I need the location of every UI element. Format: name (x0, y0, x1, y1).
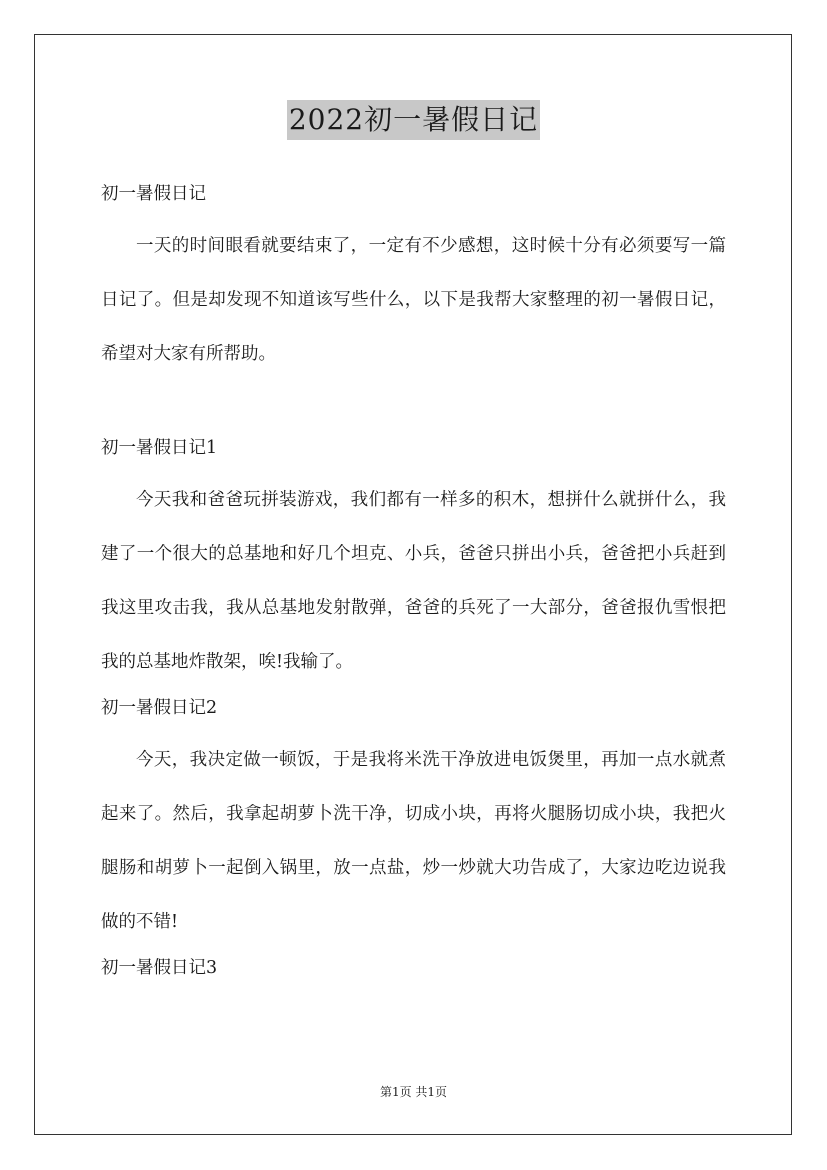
document-title: 2022初一暑假日记 (287, 100, 540, 140)
title-container (0, 100, 827, 140)
entry-1-paragraph: 今天我和爸爸玩拼装游戏，我们都有一样多的积木，想拼什么就拼什么，我建了一个很大的总基地和好几个坦克、小兵，爸爸只拼出小兵，爸爸把小兵赶到我这里攻击我，我从总基地发射散弹，爸爸的兵死了一大部分，爸爸报仇雪恨把我的总基地炸散架，唉!我输了。 (101, 490, 726, 672)
entry-2-heading: 初一暑假日记2 (101, 698, 218, 718)
document-body (101, 175, 726, 987)
intro-paragraph: 一天的时间眼看就要结束了，一定有不少感想，这时候十分有必须要写一篇日记了。但是却发现不知道该写些什么，以下是我帮大家整理的初一暑假日记，希望对大家有所帮助。 (101, 236, 726, 364)
entry-2-paragraph: 今天，我决定做一顿饭，于是我将米洗干净放进电饭煲里，再加一点水就煮起来了。然后，我拿起胡萝卜洗干净，切成小块，再将火腿肠切成小块，我把火腿肠和胡萝卜一起倒入锅里，放一点盐，炒一炒就大功告成了，大家边吃边说我做的不错! (101, 750, 726, 932)
entry-3-heading: 初一暑假日记3 (101, 958, 218, 978)
page-footer: 第1页 共1页 (379, 1085, 448, 1099)
intro-heading: 初一暑假日记 (101, 184, 206, 204)
entry-1-heading: 初一暑假日记1 (101, 438, 218, 458)
